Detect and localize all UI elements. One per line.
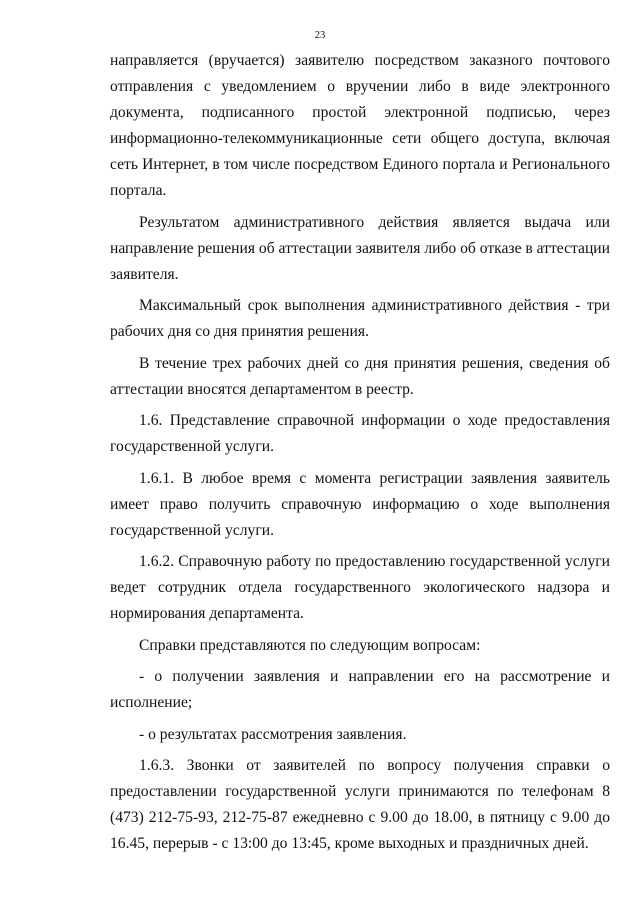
paragraph-result: Результатом административного действия является выдача или направление решения об аттестации заявителя либо об отказе в аттестации заявителя. [110,213,610,283]
document-body [110,48,610,857]
list-item-receipt: - о получении заявления и направлении его на рассмотрение и исполнение; [110,668,610,711]
paragraph-registry: В течение трех рабочих дней со дня принятия решения, сведения об аттестации вносятся департаментом в реестр. [110,354,610,398]
paragraph-1-6-1: 1.6.1. В любое время с момента регистрации заявления заявитель имеет право получить справочную информацию о ходе выполнения государственной услуги. [110,469,610,539]
list-item-results: - о результатах рассмотрения заявления. [139,725,407,743]
paragraph-1-6-2: 1.6.2. Справочную работу по предоставлению государственной услуги ведет сотрудник отдела государственного экологического надзора и нормирования департамента. [110,553,610,622]
paragraph-1-6-3: 1.6.3. Звонки от заявителей по вопросу получения справки о предоставлении государственной услуги принимаются по телефонам 8 (473) 212-75-93, 212-75-87 ежедневно с 9.00 до 18.00, в пятницу с 9.00 до 16.45, перерыв - с 13:00 до 13:45, кроме выходных и праздничных дней. [110,757,610,852]
section-1-6-heading: 1.6. Представление справочной информации о ходе предоставления государственной услуги. [110,412,610,455]
paragraph-delivery-method: направляется (вручается) заявителю посредством заказного почтового отправления с уведомлением о вручении либо в виде электронного документа, подписанного простой электронной подписью, через информационно-телекоммуникационные сети общего доступа, включая сеть Интернет, в том числе посредством Единого портала и Регионального портала. [110,52,610,199]
paragraph-inquiry-topics: Справки представляются по следующим вопросам: [139,636,481,654]
page-number: 23 [314,30,326,41]
paragraph-max-term: Максимальный срок выполнения административного действия - три рабочих дня со дня принятия решения. [110,297,610,340]
